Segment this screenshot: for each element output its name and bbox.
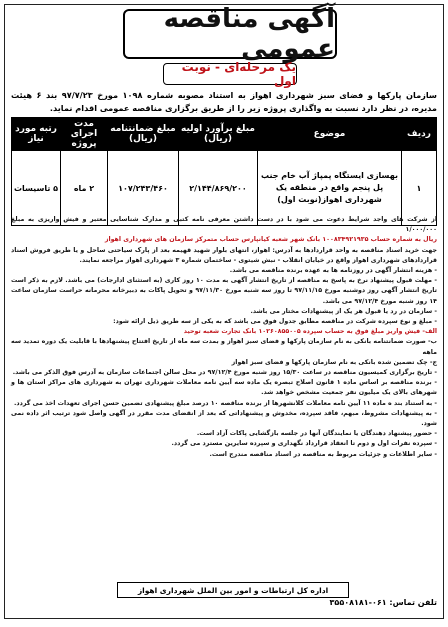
cell-estimate: ۲/۱۴۴/۸۶۹/۲۰۰ [179, 151, 258, 226]
table-header-row [12, 118, 437, 151]
term-item: ریال به شماره حساب ۱۰۰۸۳۴۹۲۱۹۳۵ بانک شهر شعبه کیانپارس حساب متمرکز سازمان های شهرداری اهواز [104, 236, 437, 244]
stage-badge: یک مرحله‌ای - نوبت اول [163, 63, 297, 85]
term-item: - به پیشنهادات مشروط، مبهم، فاقد سپرده، مخدوش و پیشنهاداتی که بعد از انقضای مدت مقرر در آگهی واصل شود ترتیب اثر داده نمی شود. [11, 409, 437, 428]
office-name: اداره کل ارتباطات و امور بین الملل شهرداری اهواز [117, 582, 349, 598]
cell-duration: ۲ ماه [61, 151, 108, 226]
cell-rank: ۵ تاسیسات [12, 151, 61, 226]
header-row-number: ردیف [402, 118, 437, 151]
terms-section [11, 215, 437, 460]
cell-subject: بهسازی ایستگاه پمپاژ آب خام جنب پل پنجم واقع در منطقه یک شهرداری اهواز(نوبت اول) [258, 151, 402, 226]
term-item: - حضور پیشنهاد دهندگان یا نمایندگان آنها در جلسه بازگشایی پاکات آزاد است. [196, 430, 437, 438]
page-title: آگهی مناقصه عمومی [163, 4, 335, 64]
header-rank: رتبه مورد نیاز [12, 118, 61, 151]
intro-paragraph: سازمان پارکها و فضای سبز شهرداری اهواز به استناد مصوبه شماره ۱۰۹۸ مورخ ۹۷/۷/۲۳ بند ۶ هیئت مدیره، در نظر دارد نسبت به واگذاری پروژه زیر را از طریق برگزاری مناقصه عمومی اقدام نماید. [11, 90, 437, 113]
term-item: - سپرده نفرات اول و دوم تا انعقاد قرارداد نگهداری و سپرده سایرین مسترد می گردد. [171, 440, 437, 448]
tender-table [11, 117, 437, 226]
header-guarantee: مبلغ ضمانتنامه (ریال) [108, 118, 179, 151]
term-item: - سازمان در رد یا قبول هر یک از پیشنهادات مختار می باشد. [250, 307, 437, 315]
contact-phone: تلفن تماس: ۰۶۱-۳۵۵۰۸۱۸۱ [329, 598, 437, 607]
footer [11, 582, 437, 610]
term-item: - تاریخ برگزاری کمیسیون مناقصه در ساعت ۱۵/۳۰ روز شنبه مورخ ۹۷/۱۲/۴ در محل سالن اجتماعات سازمان به آدرس فوق الذکر می باشد. [12, 369, 437, 377]
cell-guarantee: ۱۰۷/۲۴۳/۴۶۰ [108, 151, 179, 226]
term-item: - مهلت قبول پیشنهاد نرخ به پاسخ به مناقصه از تاریخ انتشار آگهی به مدت ۱۰ روز کاری (به استثنای ادارجات) می باشد. لازم به ذکر است تاریخ انتشار آگهی روز دوشنبه مورخ ۹۷/۱۱/۱۵ تا روز سه شنبه مورخ ۹۷/۱۱/۳۰ و تحویل پاکات به دبیرخانه محرمانه حراست سازمان ساعت ۱۴ روز شنبه مورخ ۹۷/۱۲/۴ می باشد. [11, 277, 438, 305]
tender-notice [4, 4, 444, 619]
term-item: - مبلغ و نوع سپرده شرکت در مناقصه مطابق جدول فوق می باشد که به یکی از سه طریق ذیل ارائه شود: [113, 318, 437, 326]
term-item: - سایر اطلاعات و جزئیات مربوط به مناقصه در اسناد مناقصه مندرج است. [209, 450, 437, 458]
header-duration: مدت اجرای پروژه [61, 118, 108, 151]
term-item: - به استناد بند ه ماده ۱۱ آیین نامه معاملات کلانشهرها از برنده مناقصه ۱۰ درصد مبلغ پیشنهادی تضمین حسن اجرای تعهدات اخذ می گردد. [14, 399, 437, 407]
header-subject: موضوع [258, 118, 402, 151]
term-item: ب- صورت ضمانتنامه بانکی به نام سازمان پارکها و فضای سبز اهواز و بمدت سه ماه از تاریخ افتتاح پیشنهادها با قابلیت یک دوره تمدید سه ماهه [11, 338, 437, 356]
term-item: الف- فیش واریز مبلغ فوق به حساب سپرده ۱۰۲۶۰۸۵۵۰۰۵ بانک تجارت شعبه توحید [183, 328, 437, 336]
title-box [123, 4, 337, 64]
header-estimate: مبلغ برآورد اولیه (ریال) [179, 118, 258, 151]
term-item: جهت خرید اسناد مناقصه به واحد قراردادها به آدرس: اهواز، انتهای بلوار شهید قهیمه بعد از پارک سیاحتی ساحل و یا طریق فروش اسناد قراردادهای شهرداری اهواز واقع در خیابان انقلاب - نبش شیتوی - ساختمان شماره ۳ شهرداری اهواز مراجعه نمایند. [11, 246, 437, 264]
term-item: - برنده مناقصه بر اساس ماده ۱ قانون اصلاح تبصره یک ماده سه آیین نامه معاملات شهرداری تهران به شهرداری های مراکز استان ها و شهرهای بالای یک میلیون نفر جمعیت مشخص خواهد شد. [11, 379, 437, 397]
cell-row-number: ۱ [402, 151, 437, 226]
term-item: از شرکت های واجد شرایط دعوت می شود با در دست داشتن معرفی نامه کتبی و مدارک شناسایی معتبر و فیش واریزی به مبلغ ۱/۰۰۰/۰۰۰ [11, 216, 437, 234]
term-item: ج- چک تضمین شده بانکی به نام سازمان پارکها و فضای سبز اهواز [231, 358, 437, 366]
term-item: - هزینه انتشار آگهی در روزنامه ها به عهده برنده مناقصه می باشد. [229, 267, 437, 275]
